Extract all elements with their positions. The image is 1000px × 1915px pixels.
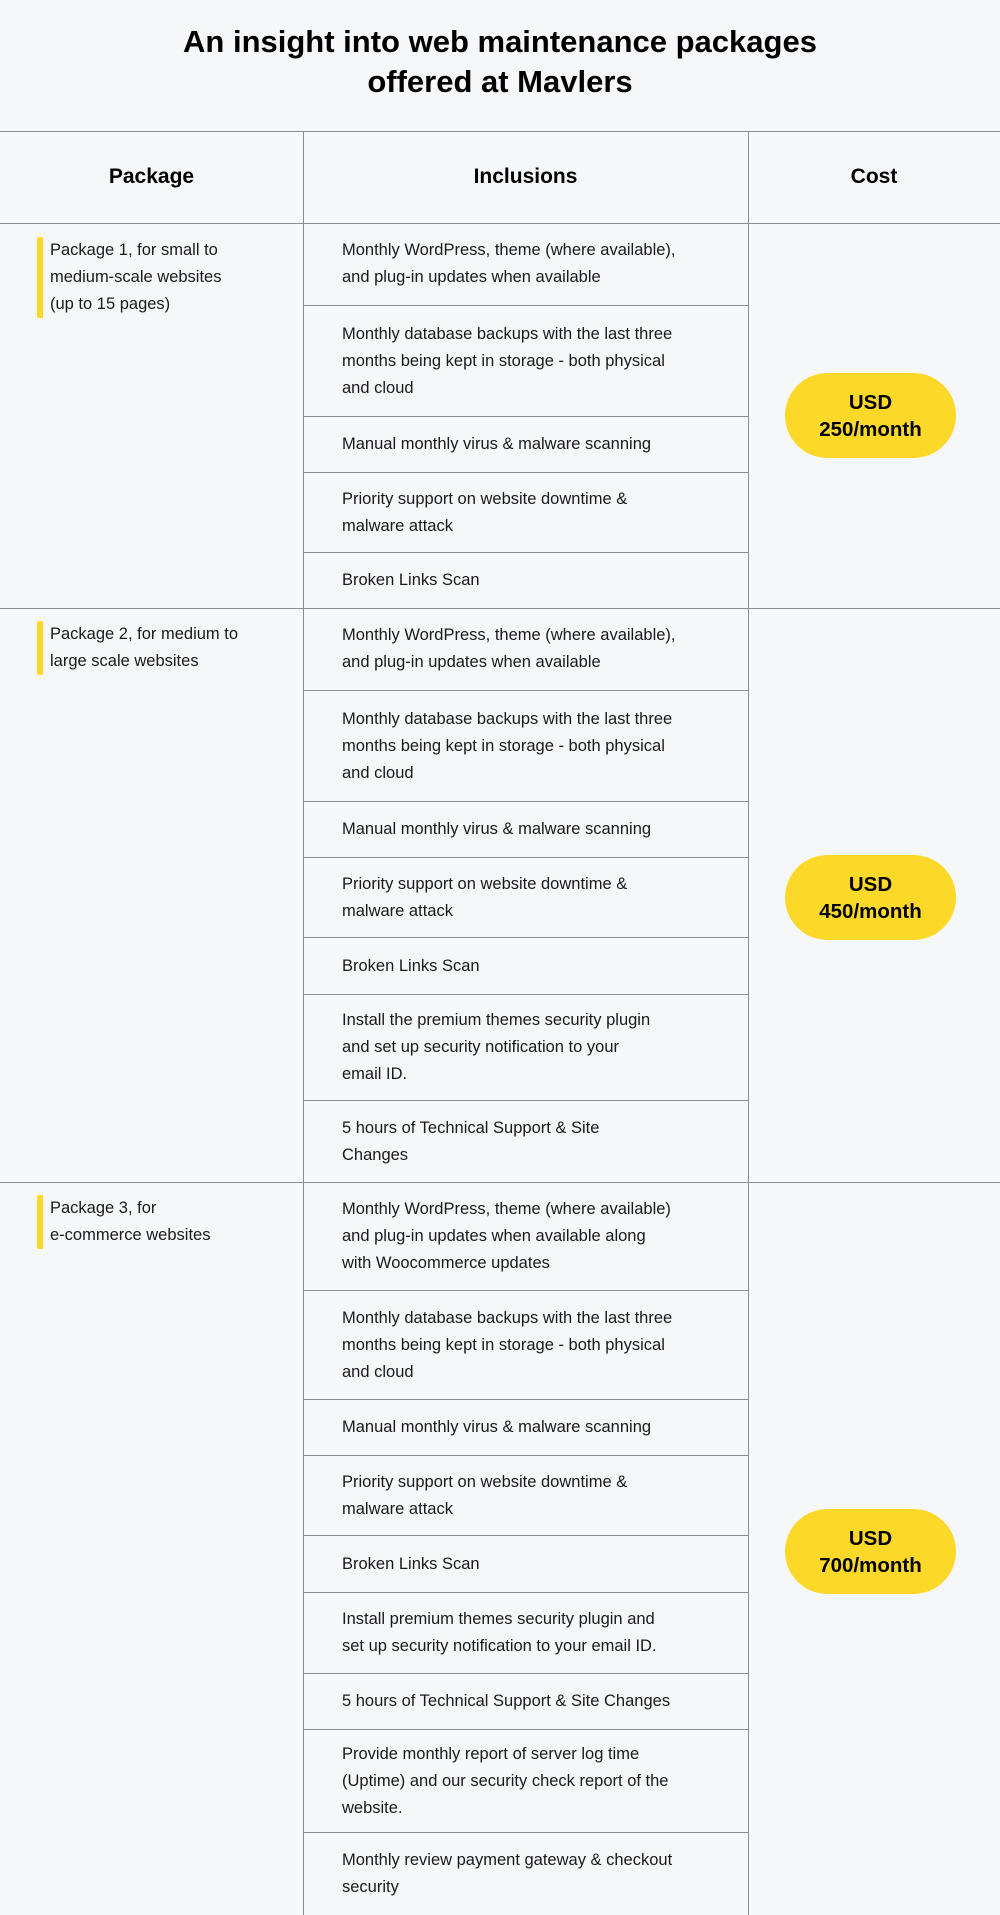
package-label-line: e-commerce websites (50, 1226, 211, 1244)
inclusion-line: Monthly database backups with the last three (342, 709, 673, 728)
price-amount: 250/month (819, 417, 922, 441)
inclusion-line: 5 hours of Technical Support & Site Changes (342, 1692, 671, 1710)
header-cost: Cost (850, 165, 898, 188)
inclusion-item (342, 1456, 722, 1535)
price-amount: 700/month (819, 1553, 922, 1577)
inclusion-line: Install the premium themes security plugin (342, 1011, 651, 1029)
inclusion-line: months being kept in storage - both physical (342, 351, 665, 370)
inclusion-item (342, 417, 722, 472)
inclusion-item (342, 1400, 722, 1455)
inclusion-line: and cloud (342, 1362, 414, 1381)
column-divider (303, 131, 304, 1915)
inclusion-line: Monthly review payment gateway & checkout (342, 1851, 673, 1869)
inclusion-line: and plug-in updates when available along (342, 1226, 646, 1245)
inclusion-line: Manual monthly virus & malware scanning (342, 1418, 652, 1436)
package-label-line: Package 3, for (50, 1199, 157, 1217)
price-currency: USD (848, 872, 893, 896)
inclusion-item (342, 1833, 722, 1915)
inclusion-item (342, 473, 722, 552)
inclusion-item (342, 306, 722, 416)
inclusion-line: Broken Links Scan (342, 956, 480, 975)
inclusion-line: months being kept in storage - both physical (342, 736, 665, 755)
price-amount: 450/month (819, 899, 922, 923)
inclusion-line: months being kept in storage - both physical (342, 1335, 665, 1354)
inclusion-line: Provide monthly report of server log time (342, 1744, 640, 1763)
price-badge (785, 1509, 956, 1594)
inclusion-item (342, 553, 722, 608)
inclusion-line: Monthly WordPress, theme (where available) (342, 1199, 671, 1218)
inclusion-line: malware attack (342, 901, 453, 920)
page-title-line: offered at Mavlers (367, 64, 633, 99)
inclusion-line: Monthly database backups with the last three (342, 1308, 673, 1327)
inclusion-item (342, 802, 722, 857)
inclusion-line: Priority support on website downtime & (342, 1472, 628, 1491)
inclusion-line: Monthly database backups with the last three (342, 324, 673, 343)
inclusion-line: (Uptime) and our security check report of the (342, 1771, 669, 1790)
inclusion-item (342, 938, 722, 994)
inclusion-item (342, 223, 722, 305)
inclusion-item (342, 1674, 722, 1729)
inclusion-line: Monthly WordPress, theme (where available), (342, 241, 676, 259)
package-label-line: medium-scale websites (50, 268, 222, 286)
inclusion-line: with Woocommerce updates (342, 1253, 550, 1272)
header-package: Package (108, 165, 195, 188)
inclusion-item (342, 1101, 722, 1182)
price-currency: USD (848, 390, 893, 414)
package-label (37, 237, 310, 318)
inclusion-line: and cloud (342, 378, 414, 397)
inclusion-item (342, 1182, 722, 1290)
package-label (37, 621, 310, 675)
inclusion-item (342, 1291, 722, 1399)
inclusion-line: 5 hours of Technical Support & Site (342, 1118, 600, 1137)
page-title-line: An insight into web maintenance packages (183, 24, 817, 59)
inclusion-line: Broken Links Scan (342, 1554, 480, 1573)
page-title (0, 22, 1000, 102)
column-divider (748, 131, 749, 1915)
inclusion-line: and plug-in updates when available (342, 268, 601, 286)
inclusion-line: malware attack (342, 516, 453, 535)
package-label-line: large scale websites (50, 652, 199, 670)
inclusion-line: and plug-in updates when available (342, 653, 601, 671)
inclusion-item (342, 995, 722, 1100)
price-badge (785, 855, 956, 940)
package-label (37, 1195, 310, 1249)
inclusion-line: set up security notification to your email ID. (342, 1637, 657, 1655)
package-label-line: Package 2, for medium to (50, 625, 239, 643)
inclusion-item (342, 1536, 722, 1592)
inclusion-line: and cloud (342, 763, 414, 782)
inclusion-item (342, 1730, 722, 1832)
inclusion-line: Manual monthly virus & malware scanning (342, 435, 652, 453)
inclusion-line: Monthly WordPress, theme (where available), (342, 626, 676, 644)
inclusion-line: security (342, 1878, 399, 1896)
price-currency: USD (848, 1526, 893, 1550)
inclusion-line: Install premium themes security plugin and (342, 1610, 655, 1628)
inclusion-line: Changes (342, 1145, 409, 1164)
package-label-line: Package 1, for small to (50, 241, 218, 259)
inclusion-line: Priority support on website downtime & (342, 489, 628, 508)
inclusion-line: Broken Links Scan (342, 571, 480, 589)
inclusion-line: Manual monthly virus & malware scanning (342, 820, 652, 838)
package-label-line: (up to 15 pages) (50, 295, 171, 313)
inclusion-item (342, 1593, 722, 1673)
inclusion-line: and set up security notification to your (342, 1038, 619, 1056)
inclusion-line: email ID. (342, 1065, 408, 1083)
inclusion-item (342, 608, 722, 690)
inclusion-line: malware attack (342, 1499, 453, 1518)
inclusion-item (342, 691, 722, 801)
inclusion-line: Priority support on website downtime & (342, 874, 628, 893)
header-inclusions: Inclusions (473, 165, 578, 188)
inclusion-item (342, 858, 722, 937)
price-badge (785, 373, 956, 458)
inclusion-line: website. (342, 1798, 403, 1817)
